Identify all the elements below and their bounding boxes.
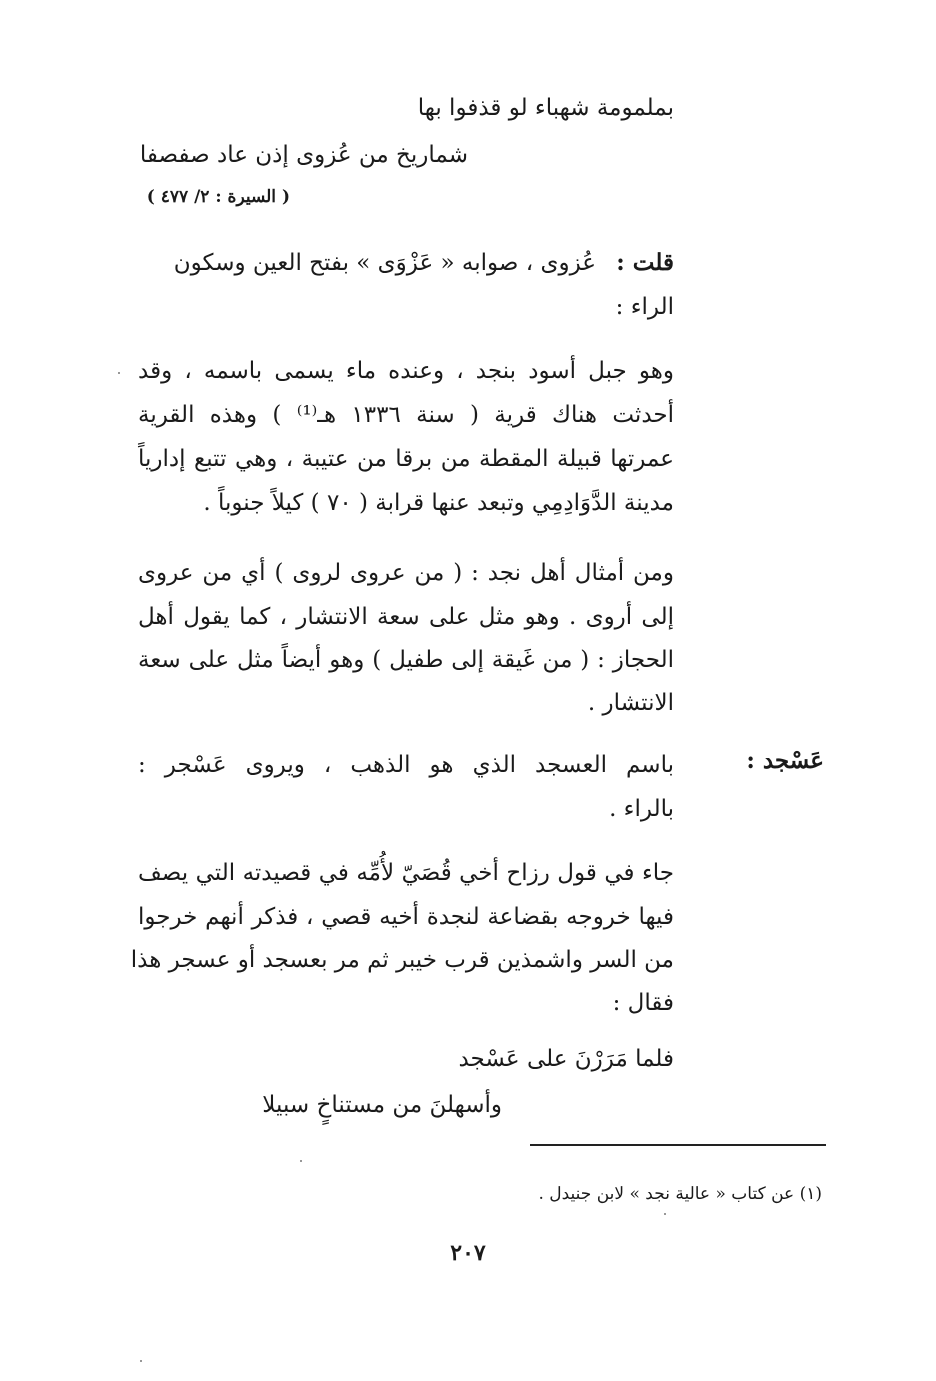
scan-speck — [140, 1360, 142, 1362]
para2-line2: إلى أروى . وهو مثل على سعة الانتشار ، كما يقول أهل — [138, 604, 674, 630]
note-line2: الراء : — [615, 294, 674, 320]
para1-line1: وهو جبل أسود بنجد ، وعنده ماء يسمى باسمه ، وقد — [138, 358, 674, 384]
note-line1: عُزوى ، صوابه « عَزْوَى » بفتح العين وسكون — [173, 250, 596, 276]
para1-line4: مدينة الدَّوَادِمِي وتبعد عنها قرابة ( ٧٠ ) كيلاً جنوباً . — [203, 490, 674, 516]
scan-speck — [664, 1213, 666, 1215]
para2-line1: ومن أمثال أهل نجد : ( من عروى لروى ) أي من عروى — [138, 560, 674, 586]
para3-line3: من السر واشمذين قرب خيبر ثم مر بعسجد أو عسجر هذا — [130, 947, 674, 973]
note-label: قلت : — [616, 249, 674, 276]
entry-headword: عَسْجد : — [746, 747, 824, 774]
verse2-line1: فلما مَرَرْنَ على عَسْجد — [458, 1046, 674, 1072]
scan-speck — [300, 1160, 302, 1162]
verse1-source: ( السيرة : ٢/ ٤٧٧ ) — [146, 187, 290, 207]
para2-line4: الانتشار . — [587, 690, 674, 716]
entry-line1: باسم العسجد الذي هو الذهب ، ويروى عَسْجر : — [138, 752, 674, 778]
para1-line3: عمرتها قبيلة المقطة من برقا من عتيبة ، وهي تتبع إدارياً — [138, 446, 674, 472]
footnote-divider — [530, 1144, 826, 1146]
page-number: ٢٠٧ — [450, 1240, 486, 1266]
verse1-line2: شماريخ من عُزوى إذن عاد صفصفا — [139, 142, 468, 168]
para2-line3: الحجاز : ( من غَيقة إلى طفيل ) وهو أيضاً مثل على سعة — [138, 647, 674, 673]
footnote: (١) عن كتاب « عالية نجد » لابن جنيدل . — [538, 1184, 822, 1204]
verse1-line1: بملمومة شهباء لو قذفوا بها — [417, 95, 674, 121]
verse2-line2: وأسهلنَ من مستناخٍ سبيلا — [262, 1092, 502, 1118]
entry-line2: بالراء . — [609, 796, 674, 822]
scan-speck — [118, 372, 120, 374]
para3-line1: جاء في قول رزاح أخي قُصَيّ لأُمِّه في قصيدته التي يصف — [138, 860, 674, 886]
para3-line2: فيها خروجه بقضاعة لنجدة أخيه قصي ، فذكر أنهم خرجوا — [138, 904, 674, 930]
para3-line4: فقال : — [612, 990, 674, 1016]
para1-line2: أحدثت هناك قرية ( سنة ١٣٣٦ هـ⁽¹⁾ ) وهذه القرية — [138, 402, 674, 428]
